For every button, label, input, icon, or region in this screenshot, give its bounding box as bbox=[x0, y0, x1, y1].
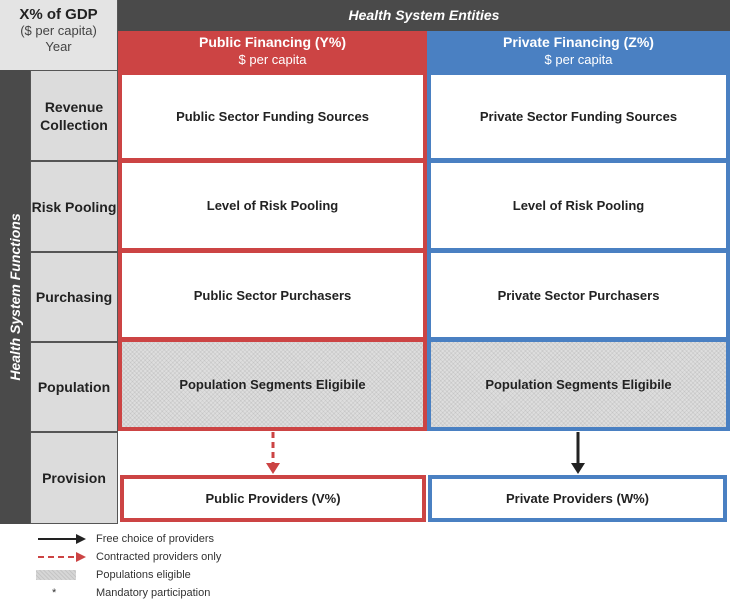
legend-label: Contracted providers only bbox=[96, 551, 222, 563]
public-financing-subtitle: $ per capita bbox=[238, 52, 307, 67]
private-financing-header bbox=[427, 31, 730, 73]
row-label-risk: Risk Pooling bbox=[30, 161, 118, 252]
legend-label: Free choice of providers bbox=[96, 533, 214, 545]
gdp-percent-label: X% of GDP bbox=[19, 6, 98, 23]
public-financing-header bbox=[118, 31, 427, 73]
dashed-arrow-icon bbox=[36, 551, 88, 563]
row-label-provision: Provision bbox=[30, 432, 118, 524]
private-revenue-cell: Private Sector Funding Sources bbox=[431, 75, 726, 158]
solid-arrow-icon bbox=[36, 533, 88, 545]
public-financing-column bbox=[118, 73, 427, 431]
public-risk-cell: Level of Risk Pooling bbox=[122, 163, 423, 248]
public-financing-title: Public Financing (Y%) bbox=[198, 34, 346, 50]
private-population-cell: Population Segments Eligibile bbox=[431, 342, 726, 427]
legend-item-free-choice bbox=[36, 531, 214, 547]
public-revenue-cell: Public Sector Funding Sources bbox=[122, 75, 423, 158]
private-providers-box: Private Providers (W%) bbox=[428, 475, 727, 522]
contracted-providers-arrow bbox=[262, 431, 284, 475]
health-system-functions-band bbox=[0, 70, 30, 524]
public-population-cell: Population Segments Eligibile bbox=[122, 342, 423, 427]
health-system-entities-header: Health System Entities bbox=[118, 0, 730, 31]
legend-item-populations bbox=[36, 567, 191, 583]
health-system-functions-label: Health System Functions bbox=[7, 213, 23, 381]
public-providers-box: Public Providers (V%) bbox=[120, 475, 426, 522]
year-label: Year bbox=[45, 39, 72, 54]
hatch-swatch-icon bbox=[36, 569, 88, 581]
private-financing-subtitle: $ per capita bbox=[544, 52, 613, 67]
legend-label: Populations eligible bbox=[96, 569, 191, 581]
legend-label: Mandatory participation bbox=[96, 587, 211, 599]
free-choice-arrow bbox=[567, 431, 589, 475]
row-label-revenue: Revenue Collection bbox=[30, 70, 118, 161]
per-capita-label: ($ per capita) bbox=[20, 23, 97, 38]
legend-item-mandatory bbox=[36, 585, 210, 601]
row-label-population: Population bbox=[30, 342, 118, 432]
private-financing-title: Private Financing (Z%) bbox=[503, 34, 654, 50]
private-purchasing-cell: Private Sector Purchasers bbox=[431, 253, 726, 337]
private-financing-column bbox=[427, 73, 730, 431]
asterisk-icon: * bbox=[52, 587, 57, 599]
row-label-purchasing: Purchasing bbox=[30, 252, 118, 342]
gdp-summary bbox=[0, 0, 118, 70]
private-risk-cell: Level of Risk Pooling bbox=[431, 163, 726, 248]
legend-item-contracted bbox=[36, 549, 221, 565]
public-purchasing-cell: Public Sector Purchasers bbox=[122, 253, 423, 337]
